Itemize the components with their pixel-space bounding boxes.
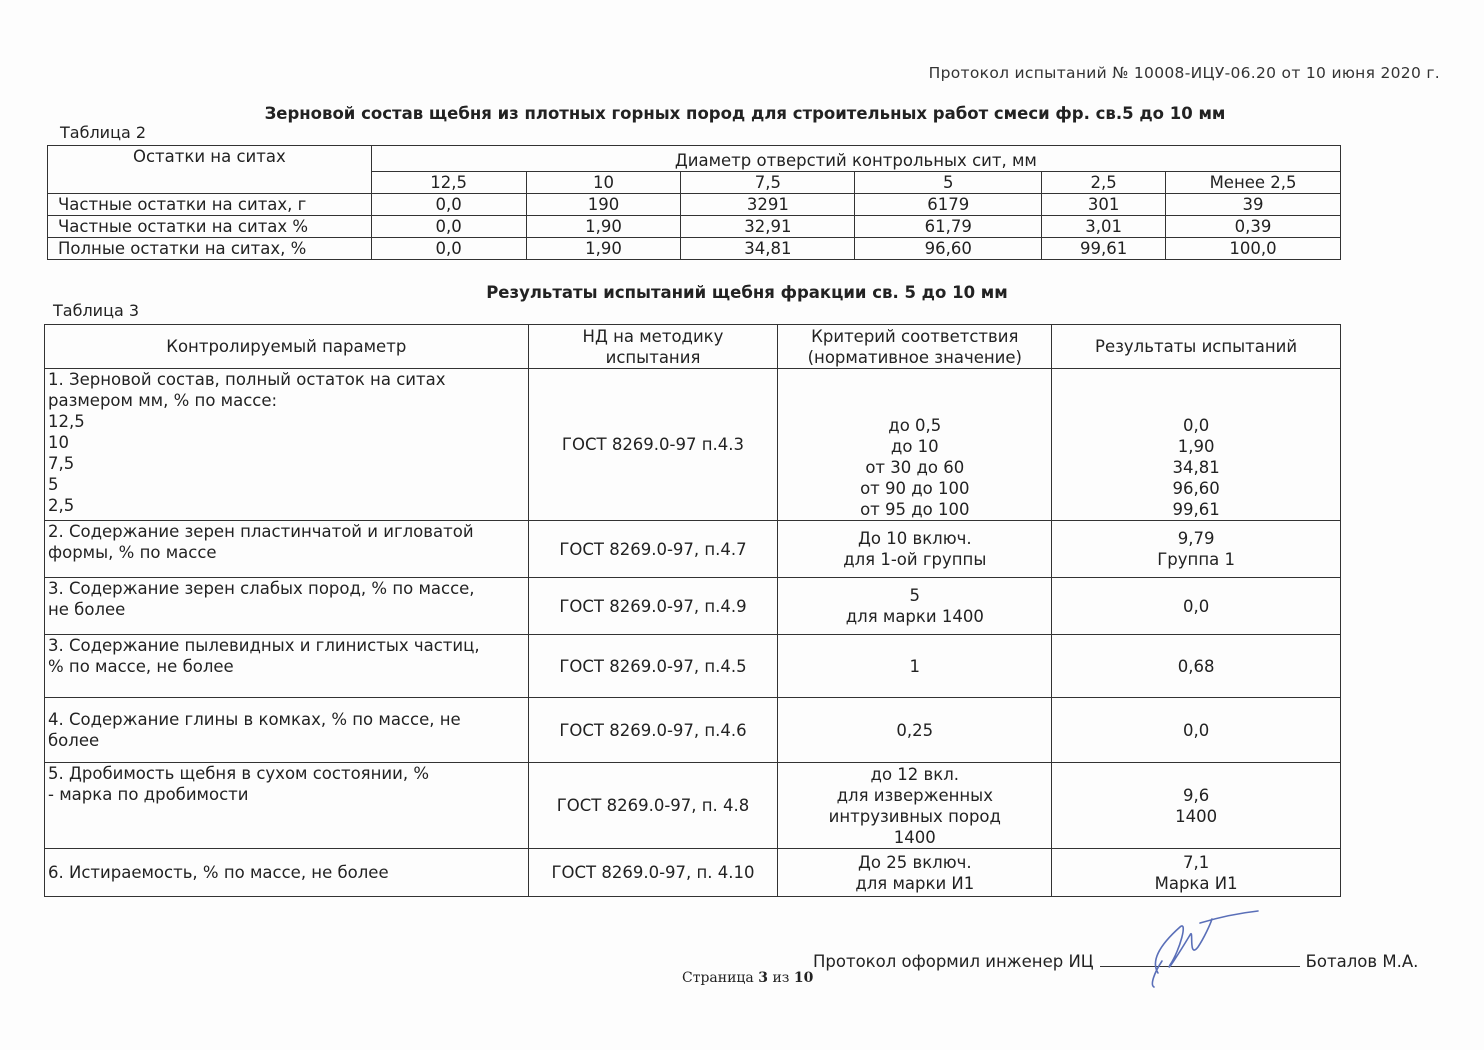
col-method: НД на методику испытания [528, 325, 778, 369]
table-row [45, 578, 1341, 635]
sieve-size: 5 [855, 172, 1042, 194]
handwritten-signature [1140, 905, 1270, 990]
result-cell: 0,68 [1052, 635, 1341, 698]
table2-label: Таблица 2 [60, 123, 147, 142]
table-row [48, 238, 1341, 260]
criterion-cell: до 0,5 до 10 от 30 до 60 от 90 до 100 от 95 до 100 [778, 369, 1052, 521]
criterion-cell: До 10 включ. для 1-ой группы [778, 521, 1052, 578]
table-row [48, 194, 1341, 216]
criterion-cell: 5 для марки 1400 [778, 578, 1052, 635]
cell-value: 301 [1042, 194, 1166, 216]
page-counter [682, 970, 813, 986]
table-row [45, 849, 1341, 897]
sieve-size: 12,5 [371, 172, 526, 194]
sieve-size: 7,5 [681, 172, 855, 194]
col-parameter: Контролируемый параметр [45, 325, 529, 369]
cell-value: 96,60 [855, 238, 1042, 260]
table2-title: Зерновой состав щебня из плотных горных пород для строительных работ смеси фр. св.5 до 10 мм [264, 104, 1226, 123]
table2-col-residues: Остатки на ситах [48, 146, 372, 194]
page-current: 3 [758, 970, 768, 986]
test-results-table [44, 324, 1341, 897]
sieve-size: Менее 2,5 [1166, 172, 1341, 194]
page-word: Страница [682, 970, 754, 986]
method-cell: ГОСТ 8269.0-97, п. 4.8 [528, 763, 778, 849]
table3-label: Таблица 3 [53, 301, 140, 320]
method-cell: ГОСТ 8269.0-97, п.4.6 [528, 698, 778, 763]
cell-value: 32,91 [681, 216, 855, 238]
param-cell: 5. Дробимость щебня в сухом состоянии, % - марка по дробимости [45, 763, 529, 849]
cell-value: 0,0 [371, 194, 526, 216]
protocol-reference: Протокол испытаний № 10008-ИЦУ-06.20 от 10 июня 2020 г. [928, 64, 1440, 82]
table-row [45, 369, 1341, 521]
cell-value: 39 [1166, 194, 1341, 216]
cell-value: 61,79 [855, 216, 1042, 238]
engineer-name: Боталов М.А. [1305, 952, 1419, 971]
cell-value: 100,0 [1166, 238, 1341, 260]
cell-value: 99,61 [1042, 238, 1166, 260]
cell-value: 190 [526, 194, 681, 216]
cell-value: 34,81 [681, 238, 855, 260]
result-cell: 0,0 1,90 34,81 96,60 99,61 [1052, 369, 1341, 521]
cell-value: 3291 [681, 194, 855, 216]
page-total: 10 [793, 970, 814, 986]
sieve-size: 10 [526, 172, 681, 194]
criterion-cell: 1 [778, 635, 1052, 698]
method-cell: ГОСТ 8269.0-97 п.4.3 [528, 369, 778, 521]
result-cell: 7,1 Марка И1 [1052, 849, 1341, 897]
cell-value: 1,90 [526, 238, 681, 260]
param-cell: 3. Содержание пылевидных и глинистых частиц, % по массе, не более [45, 635, 529, 698]
param-cell: 1. Зерновой состав, полный остаток на ситах размером мм, % по массе: 12,5 10 7,5 5 2,5 [45, 369, 529, 521]
method-cell: ГОСТ 8269.0-97, п.4.9 [528, 578, 778, 635]
table-row [48, 216, 1341, 238]
result-cell: 0,0 [1052, 578, 1341, 635]
row-name: Частные остатки на ситах, г [48, 194, 372, 216]
result-cell: 9,79 Группа 1 [1052, 521, 1341, 578]
page-of: из [772, 970, 790, 986]
cell-value: 1,90 [526, 216, 681, 238]
table3-header-row [45, 325, 1341, 369]
signature-line [813, 948, 1418, 971]
sieve-size: 2,5 [1042, 172, 1166, 194]
method-cell: ГОСТ 8269.0-97, п. 4.10 [528, 849, 778, 897]
result-cell: 0,0 [1052, 698, 1341, 763]
signed-by-label: Протокол оформил инженер ИЦ [813, 952, 1094, 971]
method-cell: ГОСТ 8269.0-97, п.4.7 [528, 521, 778, 578]
criterion-cell: до 12 вкл. для изверженных интрузивных пород 1400 [778, 763, 1052, 849]
cell-value: 0,39 [1166, 216, 1341, 238]
param-cell: 2. Содержание зерен пластинчатой и игловатой формы, % по массе [45, 521, 529, 578]
col-criterion: Критерий соответствия (нормативное значение) [778, 325, 1052, 369]
table-row [45, 763, 1341, 849]
row-name: Частные остатки на ситах % [48, 216, 372, 238]
param-cell: 6. Истираемость, % по массе, не более [45, 849, 529, 897]
table-row [45, 698, 1341, 763]
result-cell: 9,6 1400 [1052, 763, 1341, 849]
param-cell: 3. Содержание зерен слабых пород, % по массе, не более [45, 578, 529, 635]
table2-header-row [48, 146, 1341, 172]
table-row [45, 635, 1341, 698]
cell-value: 6179 [855, 194, 1042, 216]
criterion-cell: 0,25 [778, 698, 1052, 763]
criterion-cell: До 25 включ. для марки И1 [778, 849, 1052, 897]
cell-value: 3,01 [1042, 216, 1166, 238]
cell-value: 0,0 [371, 238, 526, 260]
cell-value: 0,0 [371, 216, 526, 238]
table-row [45, 521, 1341, 578]
table3-title: Результаты испытаний щебня фракции св. 5 до 10 мм [486, 283, 1008, 302]
table2-col-diameter: Диаметр отверстий контрольных сит, мм [371, 146, 1340, 172]
col-result: Результаты испытаний [1052, 325, 1341, 369]
method-cell: ГОСТ 8269.0-97, п.4.5 [528, 635, 778, 698]
row-name: Полные остатки на ситах, % [48, 238, 372, 260]
param-cell: 4. Содержание глины в комках, % по массе, не более [45, 698, 529, 763]
sieve-residue-table [47, 145, 1341, 260]
